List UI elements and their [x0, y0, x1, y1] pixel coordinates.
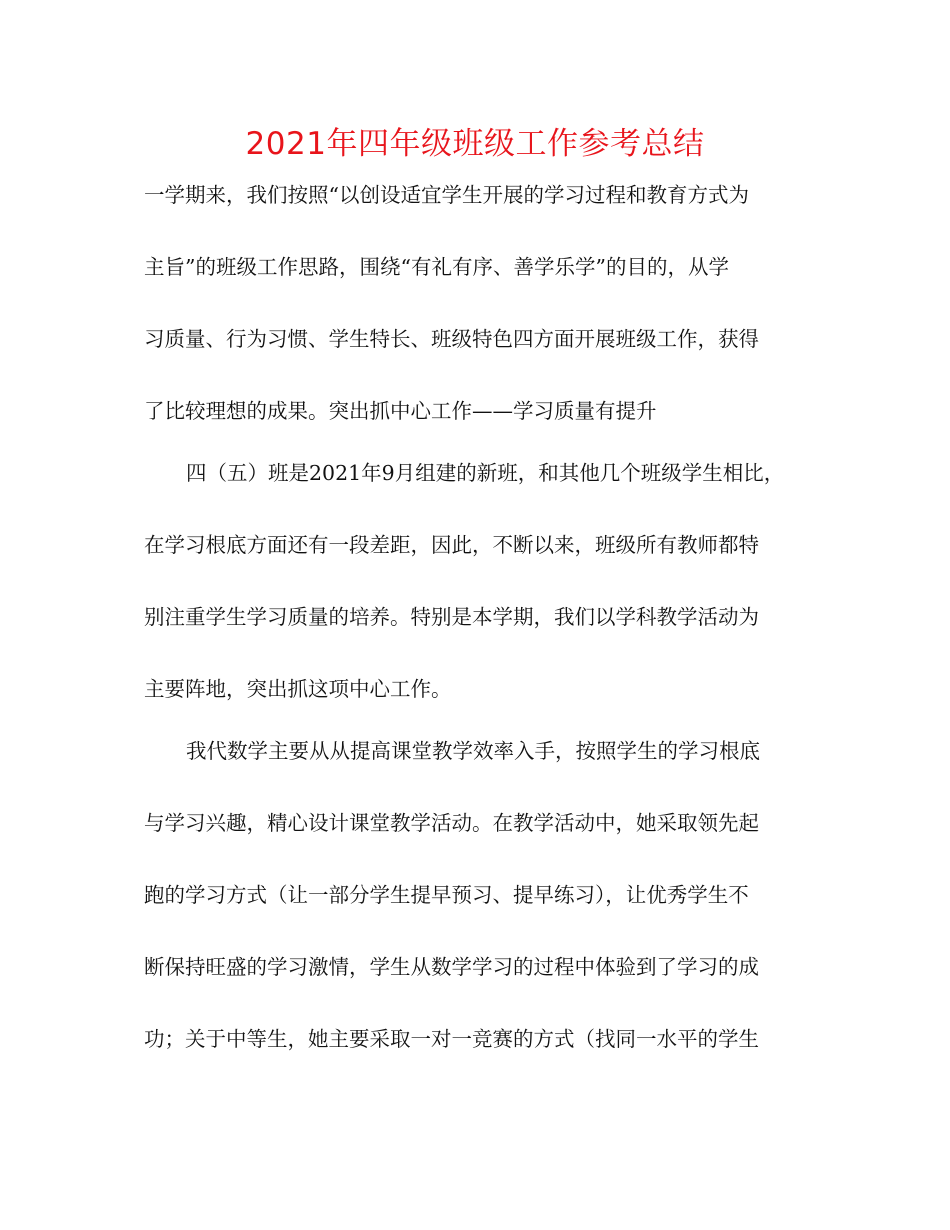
text-line: 了比较理想的成果。突出抓中心工作——学习质量有提升: [144, 399, 657, 423]
text-line: 功；关于中等生，她主要采取一对一竞赛的方式（找同一水平的学生: [144, 1027, 759, 1051]
text-line: 主旨”的班级工作思路，围绕“有礼有序、善学乐学”的目的，从学: [144, 255, 729, 279]
text-line: 主要阵地，突出抓这项中心工作。: [144, 677, 452, 701]
text-line: 与学习兴趣，精心设计课堂教学活动。在教学活动中，她采取领先起: [144, 811, 759, 835]
text-line: 我代数学主要从从提高课堂教学效率入手，按照学生的学习根底: [186, 739, 760, 763]
text-line: 习质量、行为习惯、学生特长、班级特色四方面开展班级工作，获得: [144, 327, 759, 351]
text-line: 跑的学习方式（让一部分学生提早预习、提早练习），让优秀学生不: [144, 883, 749, 907]
document-title: 2021年四年级班级工作参考总结: [245, 126, 705, 162]
text-line: 一学期来，我们按照“以创设适宜学生开展的学习过程和教育方式为: [144, 183, 749, 207]
text-line: 四（五）班是2021年9月组建的新班，和其他几个班级学生相比，: [186, 461, 785, 485]
text-line: 别注重学生学习质量的培养。特别是本学期，我们以学科教学活动为: [144, 605, 759, 629]
text-line: 断保持旺盛的学习激情，学生从数学学习的过程中体验到了学习的成: [144, 955, 759, 979]
text-line: 在学习根底方面还有一段差距，因此，不断以来，班级所有教师都特: [144, 533, 759, 557]
